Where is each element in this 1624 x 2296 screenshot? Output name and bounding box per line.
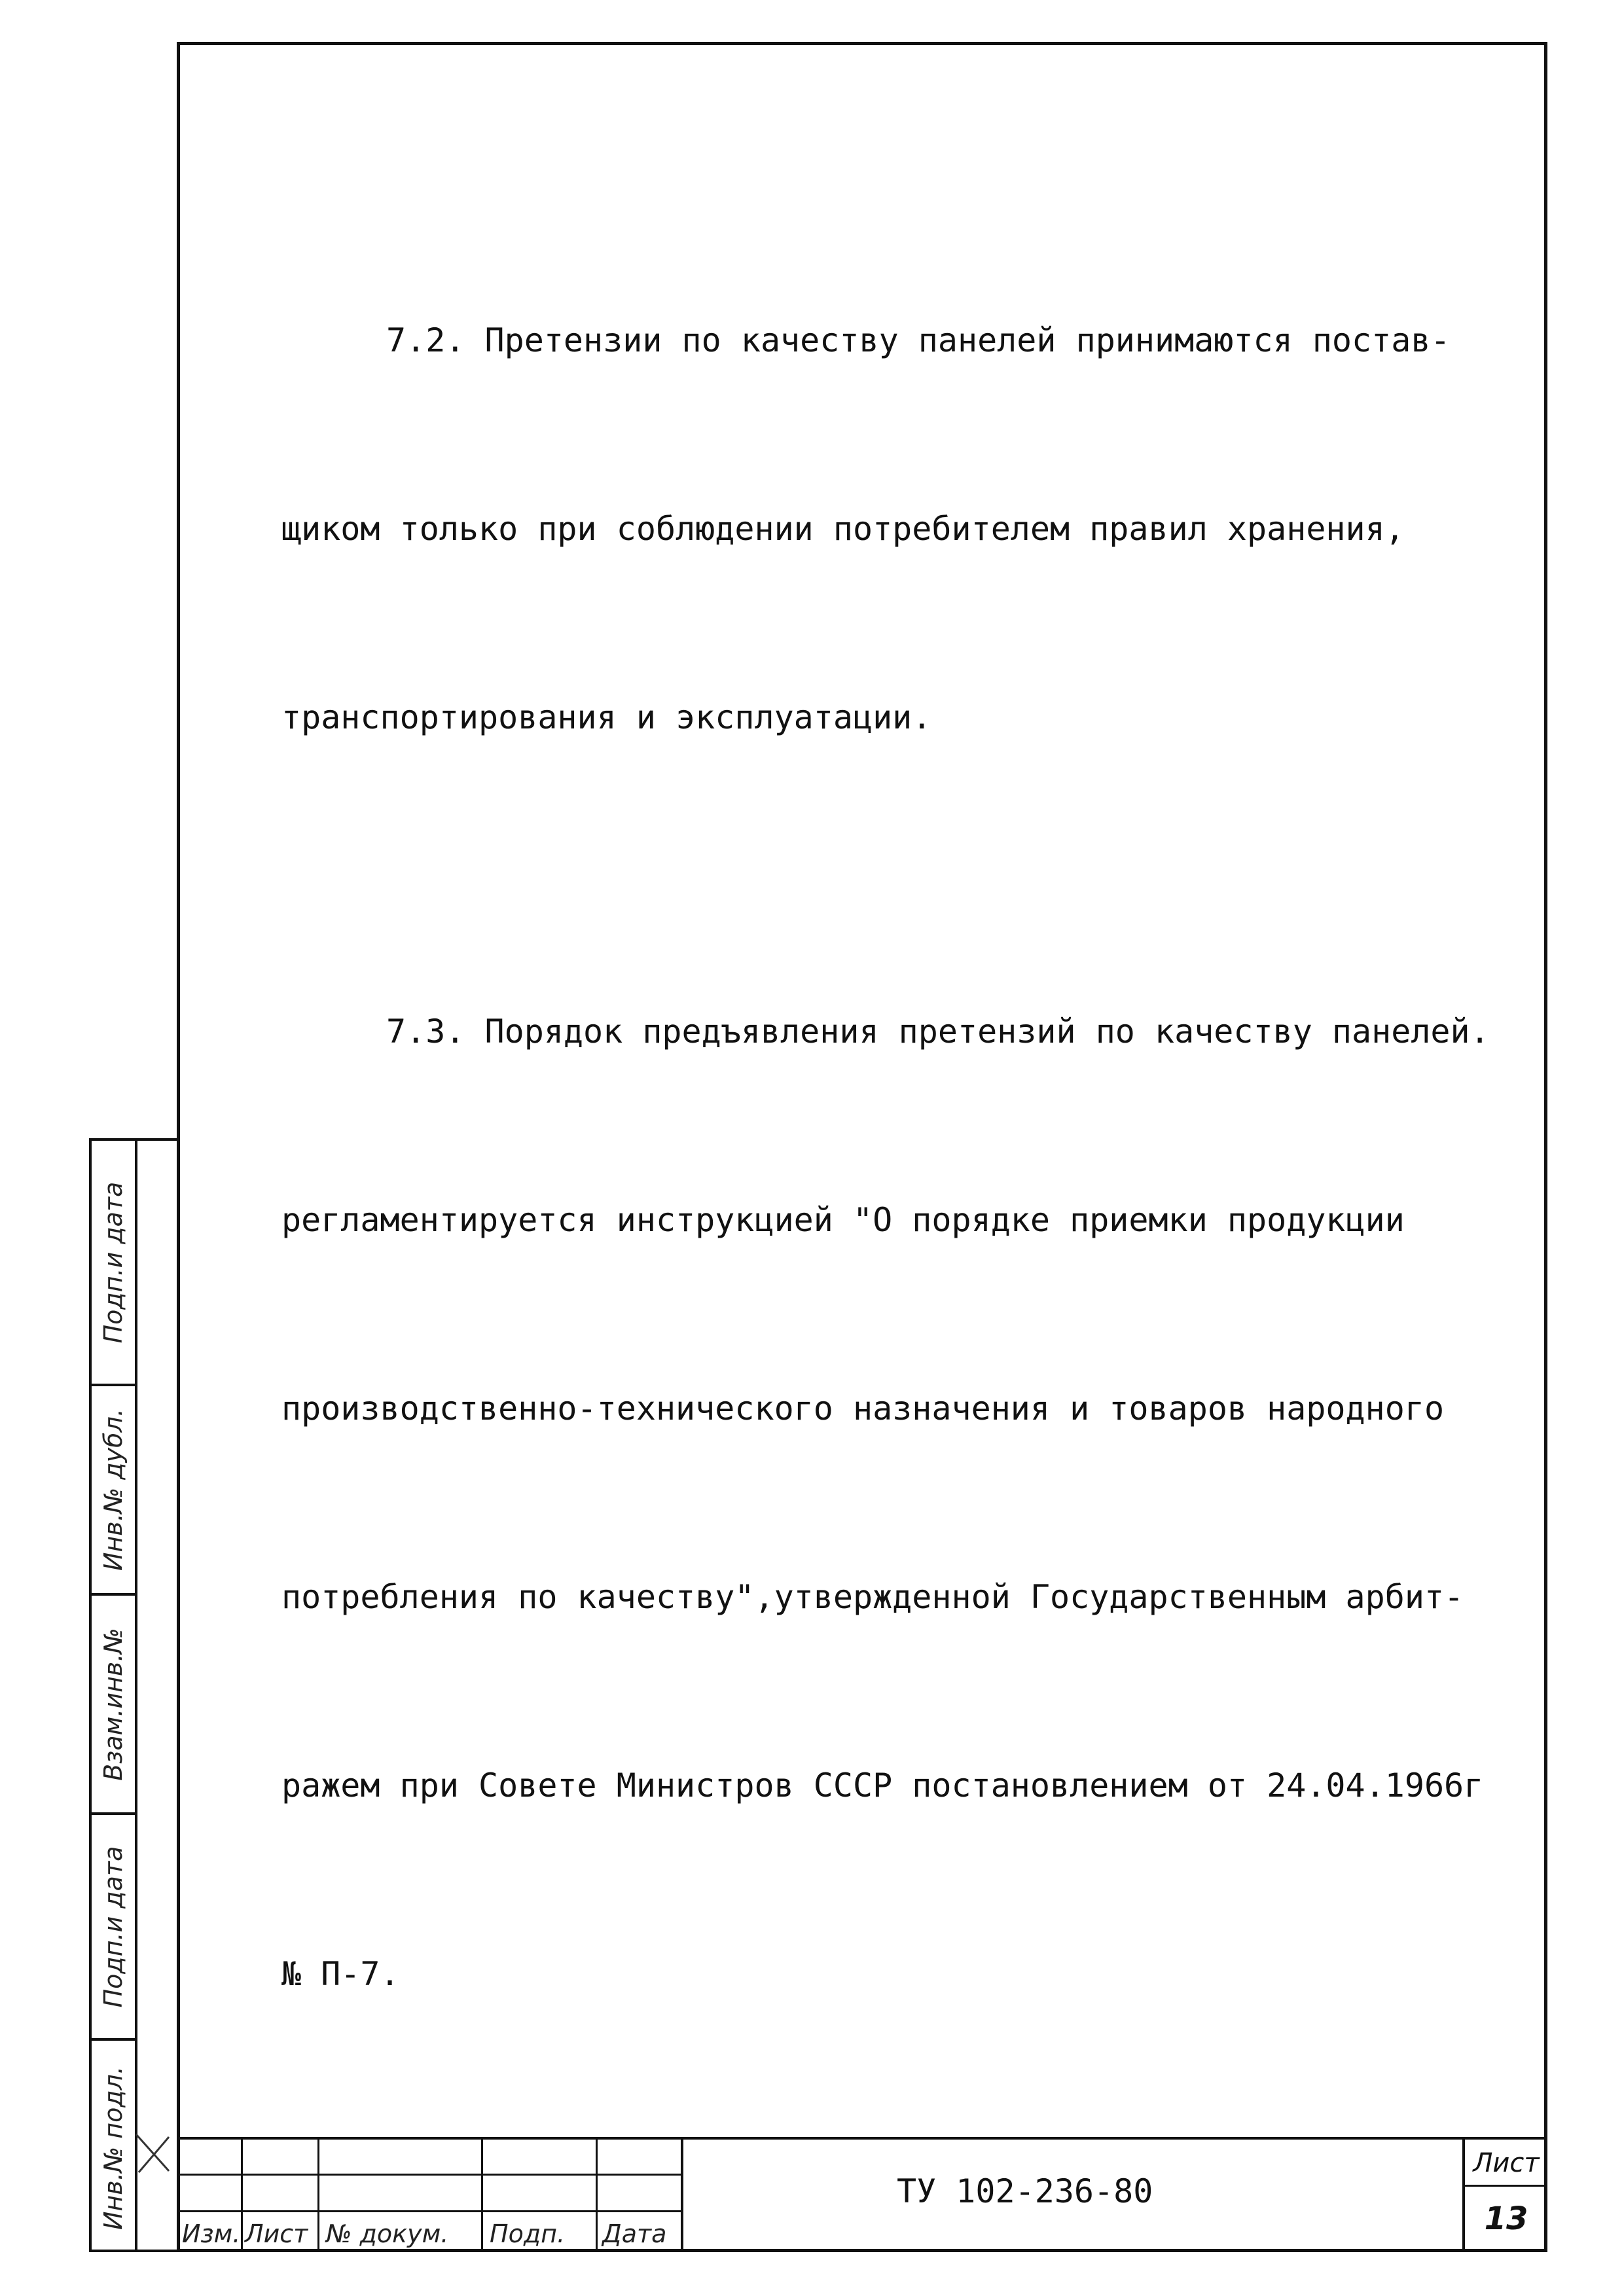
grid-line [481,2140,483,2252]
side-cell-label: Инв.№ подл. [99,2066,128,2230]
text-line: № П-7. [281,1955,400,1993]
revision-grid [177,2140,681,2252]
text-line: транспортирования и эксплуатации. [281,698,932,736]
col-label-doc-number: № докум. [326,2219,449,2248]
document-code: ТУ 102-236-80 [897,2172,1153,2210]
text-line: регламентируется инструкцией "О порядке приемки продукции [281,1201,1405,1239]
col-label-sheet: Лист [245,2219,308,2248]
side-cell-orig-inv [92,2041,135,2255]
side-stamp-cells [92,1141,137,2250]
grid-line [177,2210,681,2212]
sheet-number: 13 [1484,2200,1528,2237]
text-line: производственно-технического назначения и товаров народного [281,1390,1445,1427]
side-cell-replace-inv [92,1596,135,1815]
document-body [281,183,1525,2131]
grid-line [177,2174,681,2176]
paragraph-7-2 [281,183,1525,874]
side-cell-dup-inv [92,1386,135,1596]
grid-line [317,2140,319,2252]
side-cell-label: Взам.инв.№ [99,1627,128,1781]
paragraph-7-3 [281,874,1525,2131]
side-cell-sign-date-top [92,1141,135,1386]
side-cell-label: Инв.№ дубл. [99,1408,128,1571]
title-divider [681,2140,683,2252]
text-line: 7.2. Претензии по качеству панелей принимаются постав- [386,321,1451,359]
sheet-label: Лист [1465,2140,1547,2187]
text-line: 7.3. Порядок предъявления претензий по качеству панелей. [386,1013,1490,1050]
side-cell-sign-date-bottom [92,1815,135,2041]
grid-line [241,2140,243,2252]
col-label-change: Изм. [182,2219,241,2248]
grid-line [596,2140,598,2252]
text-line: потребления по качеству",утвержденной Государственным арбит- [281,1578,1464,1616]
col-label-signature: Подп. [490,2219,566,2248]
side-cell-label: Подп.и дата [99,1181,128,1343]
text-line: ражем при Совете Министров СССР постановлением от 24.04.1966г [281,1767,1484,1804]
sheet-number-box [1462,2140,1547,2252]
cross-mark-icon [131,2130,177,2176]
title-block [177,2137,1547,2252]
col-label-date: Дата [602,2219,667,2248]
side-stamp [89,1138,177,2252]
side-cell-label: Подп.и дата [99,1846,128,2007]
text-line: щиком только при соблюдении потребителем правил хранения, [281,510,1405,548]
